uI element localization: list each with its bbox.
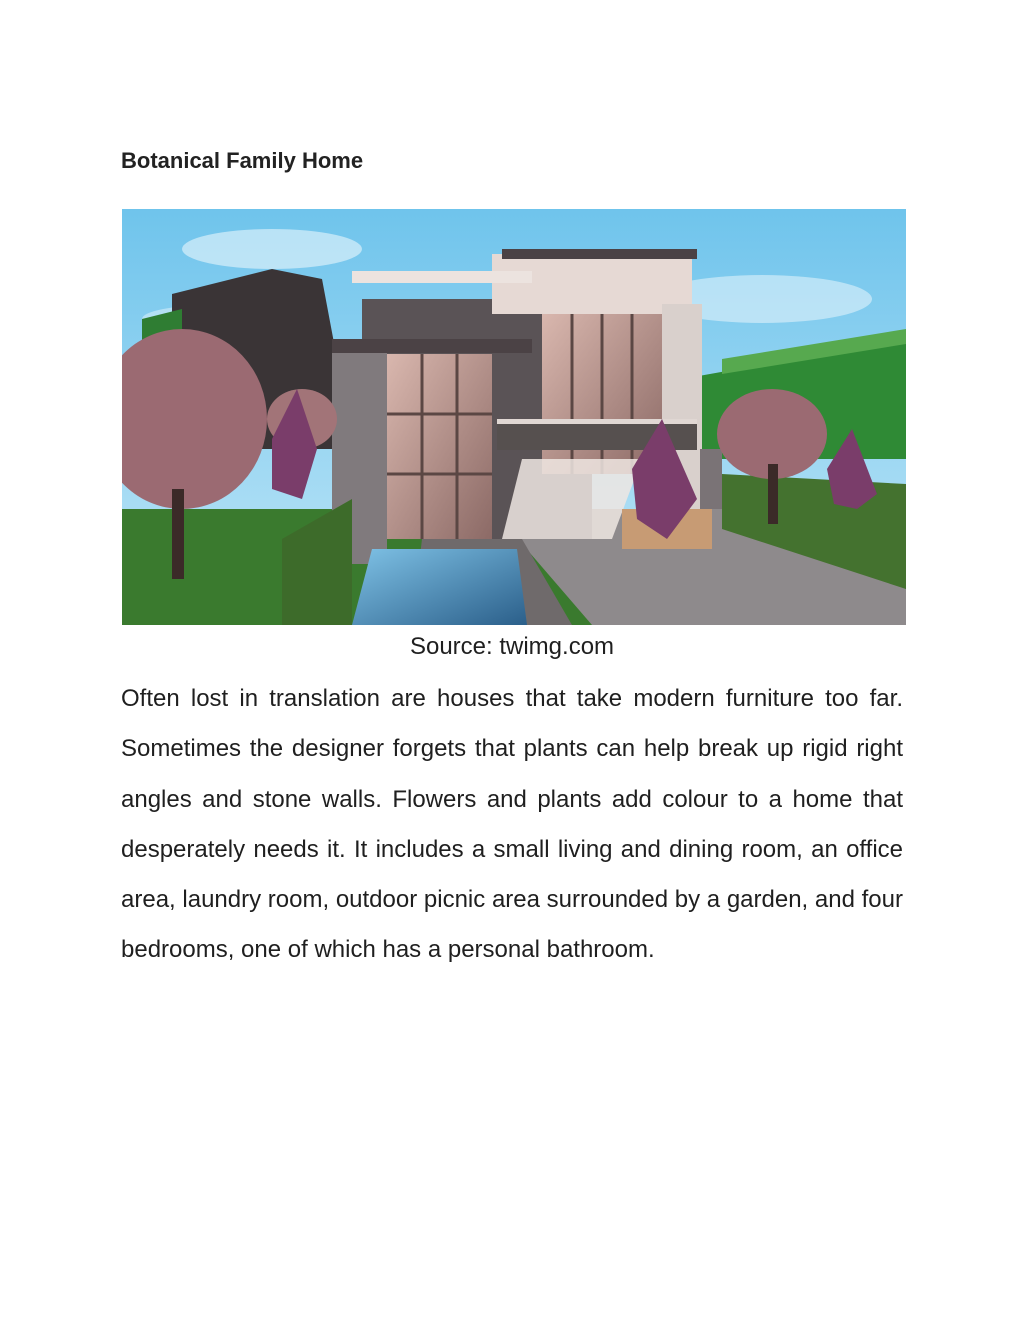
body-paragraph: Often lost in translation are houses that take modern furniture too far. Sometimes the designer forgets that plants can help break up rigid right angles and stone walls. Flowers and plants add colour to a home that desperately needs it. It includes a small living and dining room, an office area, laundry room, outdoor picnic area surrounded by a garden, and four bedrooms, one of which has a personal bathroom. (121, 685, 903, 964)
house-illustration (122, 209, 906, 625)
house-photo (122, 209, 906, 625)
page-title: Botanical Family Home (121, 148, 364, 173)
figure-caption: Source: twimg.com (409, 633, 615, 660)
